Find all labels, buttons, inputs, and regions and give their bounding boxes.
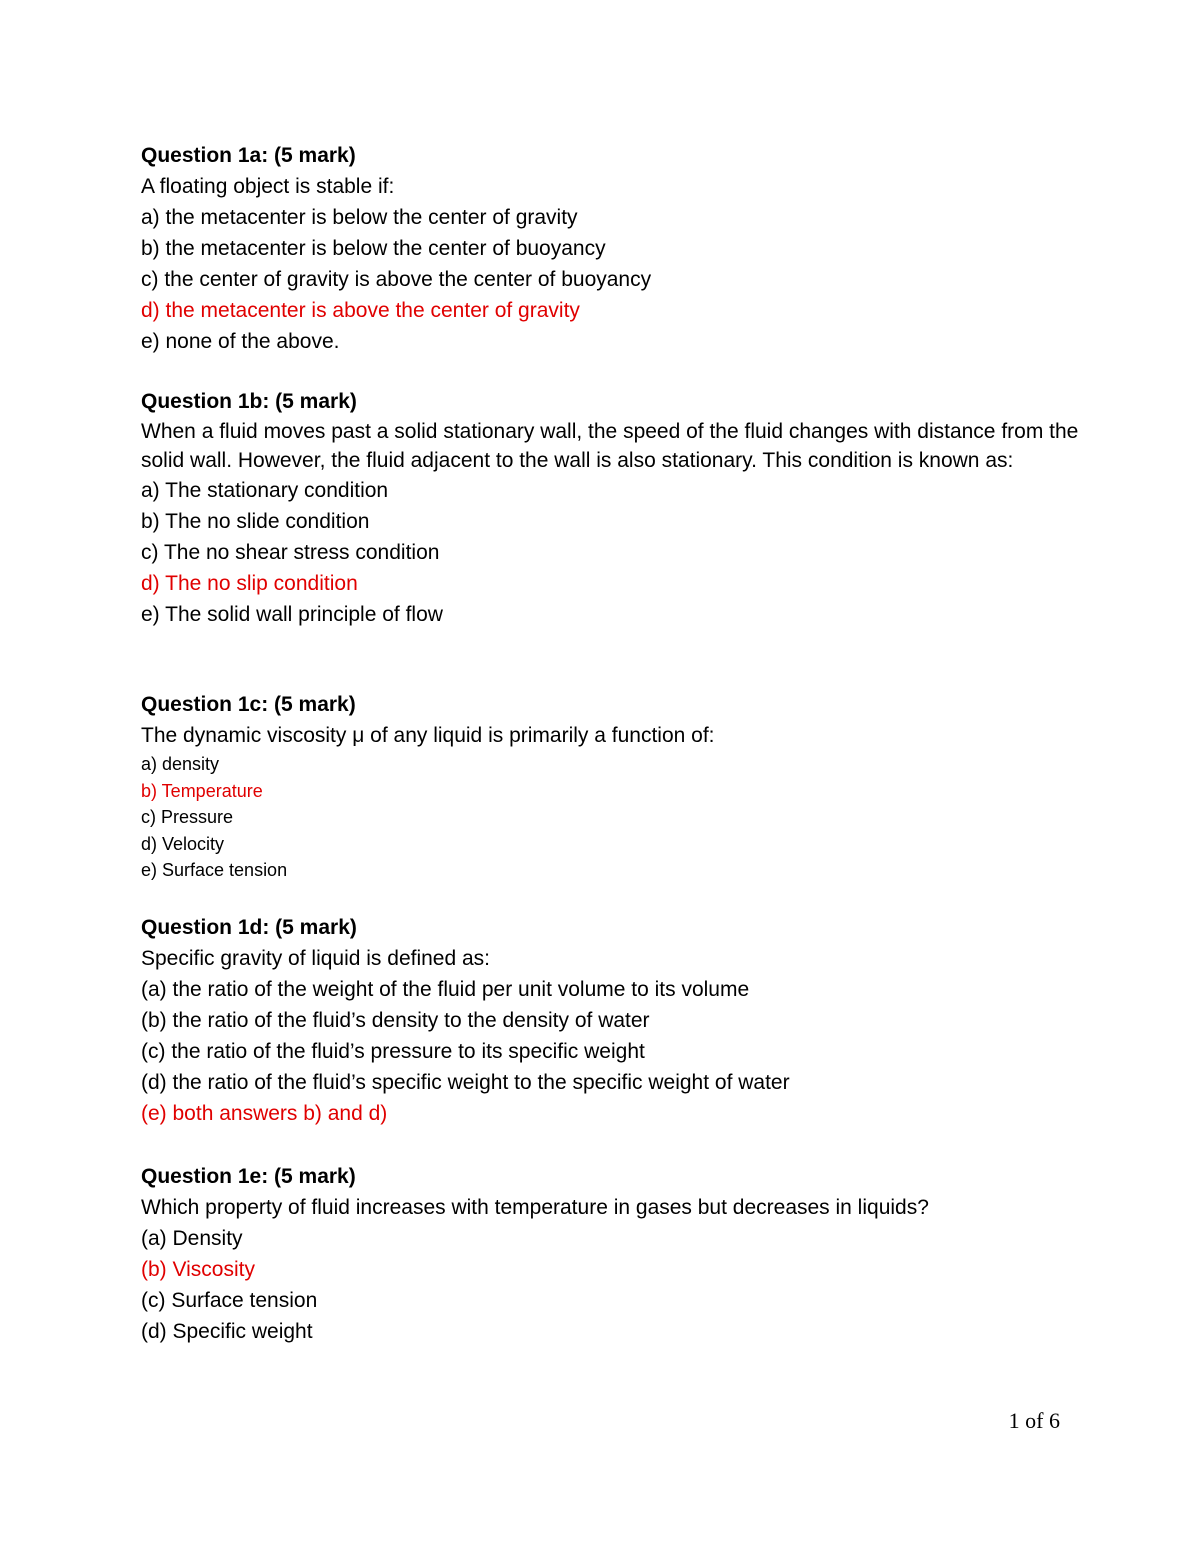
question-prompt: Specific gravity of liquid is defined as: [141, 947, 491, 970]
question-1b [141, 386, 1081, 630]
option-b-answer: (b) Viscosity [141, 1258, 255, 1281]
option-a: a) The stationary condition [141, 479, 389, 502]
question-title: Question 1b: (5 mark) [141, 390, 357, 413]
page-number: 1 of 6 [1008, 1408, 1060, 1433]
question-title: Question 1a: (5 mark) [141, 144, 356, 167]
option-c: c) Pressure [141, 807, 234, 828]
option-e-answer: (e) both answers b) and d) [141, 1102, 388, 1125]
option-a: (a) Density [141, 1227, 243, 1250]
option-b-answer: b) Temperature [141, 780, 263, 801]
option-c: c) the center of gravity is above the center of buoyancy [141, 268, 652, 291]
question-1e [141, 1161, 1081, 1347]
option-b: b) the metacenter is below the center of buoyancy [141, 237, 606, 260]
option-d-answer: d) The no slip condition [141, 572, 358, 595]
option-a: a) density [141, 754, 220, 774]
question-title: Question 1d: (5 mark) [141, 916, 357, 939]
question-title: Question 1c: (5 mark) [141, 693, 356, 716]
option-a: (a) the ratio of the weight of the fluid per unit volume to its volume [141, 978, 750, 1001]
option-b: b) The no slide condition [141, 510, 370, 533]
option-e: e) The solid wall principle of flow [141, 603, 443, 626]
question-1a [141, 140, 1081, 357]
question-prompt: The dynamic viscosity μ of any liquid is primarily a function of: [141, 724, 715, 747]
option-b: (b) the ratio of the fluid’s density to the density of water [141, 1009, 650, 1032]
question-prompt: A floating object is stable if: [141, 175, 395, 198]
option-d: d) Velocity [141, 833, 225, 854]
option-a: a) the metacenter is below the center of gravity [141, 206, 578, 229]
question-prompt: Which property of fluid increases with temperature in gases but decreases in liquids? [141, 1196, 929, 1219]
option-d: (d) the ratio of the fluid’s specific weight to the specific weight of water [141, 1071, 790, 1094]
option-e: e) Surface tension [141, 860, 288, 881]
question-1d [141, 912, 1081, 1129]
option-c: c) The no shear stress condition [141, 541, 440, 564]
option-d: (d) Specific weight [141, 1320, 313, 1343]
option-d-answer: d) the metacenter is above the center of gravity [141, 299, 580, 322]
option-e: e) none of the above. [141, 330, 340, 353]
question-title: Question 1e: (5 mark) [141, 1165, 356, 1188]
option-c: (c) Surface tension [141, 1289, 318, 1312]
question-1c [141, 689, 1081, 884]
question-prompt: When a fluid moves past a solid stationary wall, the speed of the fluid changes with distance from the solid wall. However, the fluid adjacent to the wall is also stationary. This condition is known as: [141, 420, 1079, 472]
option-c: (c) the ratio of the fluid’s pressure to its specific weight [141, 1040, 645, 1063]
